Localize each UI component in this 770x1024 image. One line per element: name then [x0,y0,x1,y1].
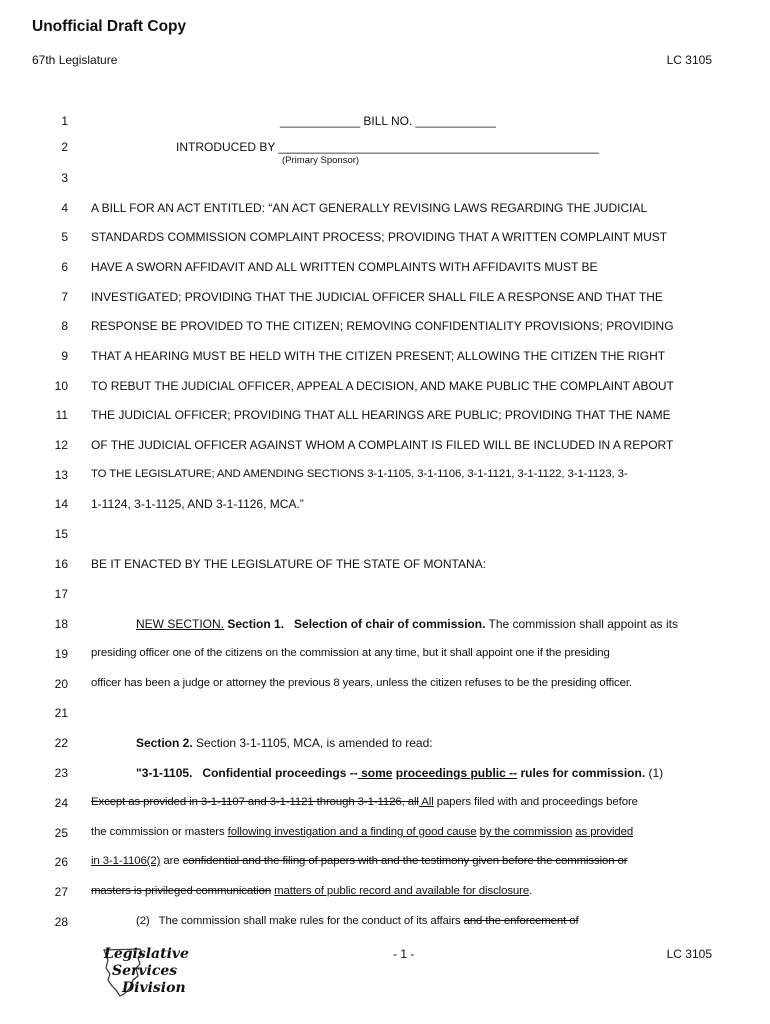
draft-title: Unofficial Draft Copy [32,18,187,35]
logo-line-2: Services [112,963,178,979]
line-number: 8 [61,319,68,333]
section2-heading: Section 2. [136,736,193,750]
line-number: 18 [54,617,68,631]
title-line: HAVE A SWORN AFFIDAVIT AND ALL WRITTEN COMPLAINTS WITH AFFIDAVITS MUST BE [91,260,598,274]
line-number: 5 [61,230,68,244]
enacting-clause: BE IT ENACTED BY THE LEGISLATURE OF THE STATE OF MONTANA: [91,557,486,571]
line-number: 14 [54,497,68,511]
title-line: THE JUDICIAL OFFICER; PROVIDING THAT ALL HEARINGS ARE PUBLIC; PROVIDING THAT THE NAME [91,408,671,422]
line-number: 13 [54,468,68,482]
lc-number-header: LC 3105 [666,53,712,67]
line-number: 19 [54,647,68,661]
statute-heading: "3-1-1105. Confidential proceedings -- [136,766,358,780]
inserted-text: following investigation and a finding of good cause [227,826,477,838]
line-number: 15 [54,527,68,541]
inserted-text: some [357,766,393,780]
statute-line [91,855,628,867]
section1-line: presiding officer one of the citizens on the commission at any time, but it shall appoint one if the presiding [91,647,610,659]
title-line: OF THE JUDICIAL OFFICER AGAINST WHOM A COMPLAINT IS FILED WILL BE INCLUDED IN A REPORT [91,438,674,452]
line-number: 23 [54,766,68,780]
line-number: 1 [61,114,68,128]
line-number: 27 [54,885,68,899]
stricken-text: confidential and the filing of papers with and the testimony given before the commission or [182,855,628,867]
line-number: 6 [61,260,68,274]
inserted-text: matters of public record and available for disclosure [274,885,530,897]
line-number: 24 [54,796,68,810]
new-section-label: NEW SECTION. [136,617,225,631]
inserted-text: as provided [575,826,634,838]
bill-number-line: ____________ BILL NO. ____________ [280,114,496,128]
statute-line [136,915,579,927]
subsection-number: (1) [645,766,664,780]
line-number: 22 [54,736,68,750]
legislature-label: 67th Legislature [32,53,118,67]
line-number: 2 [61,140,68,154]
line-number: 21 [54,706,68,720]
title-line: STANDARDS COMMISSION COMPLAINT PROCESS; PROVIDING THAT A WRITTEN COMPLAINT MUST [91,230,668,244]
inserted-text: by the commission [479,826,573,838]
statute-text: the commission or masters [91,826,228,838]
title-line: 1-1124, 3-1-1125, AND 3-1-1126, MCA.” [91,497,304,511]
statute-heading-end: rules for commission. [517,766,646,780]
statute-text: (2) The commission shall make rules for the conduct of its affairs [136,915,464,927]
logo-line-3: Division [122,980,186,996]
line-number: 20 [54,677,68,691]
line-number: 3 [61,171,68,185]
line-number: 25 [54,826,68,840]
stricken-text: masters is privileged communication [91,885,272,897]
line-number: 12 [54,438,68,452]
stricken-text: and the enforcement of [463,915,579,927]
primary-sponsor-label: (Primary Sponsor) [282,155,360,166]
lc-number-footer: LC 3105 [666,947,712,961]
title-line: TO THE LEGISLATURE; AND AMENDING SECTIONS 3-1-1105, 3-1-1106, 3-1-1121, 3-1-1122, 3-1-1123, 3- [91,468,628,480]
line-number: 28 [54,915,68,929]
line-number: 9 [61,349,68,363]
statute-line [91,826,633,838]
section1-line: officer has been a judge or attorney the previous 8 years, unless the citizen refuses to be the presiding officer. [91,677,632,689]
title-line: RESPONSE BE PROVIDED TO THE CITIZEN; REMOVING CONFIDENTIALITY PROVISIONS; PROVIDING [91,319,674,333]
line-number: 10 [54,379,68,393]
line-number: 11 [55,408,68,422]
title-line: INVESTIGATED; PROVIDING THAT THE JUDICIAL OFFICER SHALL FILE A RESPONSE AND THAT THE [91,290,663,304]
statute-heading-line [136,766,663,780]
inserted-text: All [418,796,434,808]
statute-text: . [529,885,533,897]
section1-heading: Section 1. Selection of chair of commission. [227,617,486,631]
section2-heading-line [136,736,433,750]
logo-line-1: Legislative [104,946,189,962]
introduced-by-line: INTRODUCED BY ________________________________________________ [176,140,599,154]
stricken-text: Except as provided in 3-1-1107 and 3-1-1121 through 3-1-1126, all [91,796,419,808]
line-number: 17 [54,587,68,601]
page-number: - 1 - [393,947,415,961]
section2-heading-text: Section 3-1-1105, MCA, is amended to read: [192,736,433,750]
statute-line [91,796,638,808]
section1-text: The commission shall appoint as its [485,617,678,631]
legislative-services-logo [100,946,210,1000]
title-line: A BILL FOR AN ACT ENTITLED: “AN ACT GENERALLY REVISING LAWS REGARDING THE JUDICIAL [91,201,648,215]
title-line: TO REBUT THE JUDICIAL OFFICER, APPEAL A DECISION, AND MAKE PUBLIC THE COMPLAINT ABOUT [91,379,674,393]
line-number: 4 [61,201,68,215]
title-line: THAT A HEARING MUST BE HELD WITH THE CITIZEN PRESENT; ALLOWING THE CITIZEN THE RIGHT [91,349,666,363]
statute-text: are [160,855,183,867]
line-number: 26 [54,855,68,869]
inserted-text: in 3-1-1106(2) [91,855,161,867]
section1-line [136,617,678,631]
line-number: 7 [61,290,68,304]
line-number: 16 [54,557,68,571]
inserted-text: proceedings public -- [395,766,518,780]
statute-line [91,885,532,897]
statute-text: papers filed with and proceedings before [433,796,638,808]
